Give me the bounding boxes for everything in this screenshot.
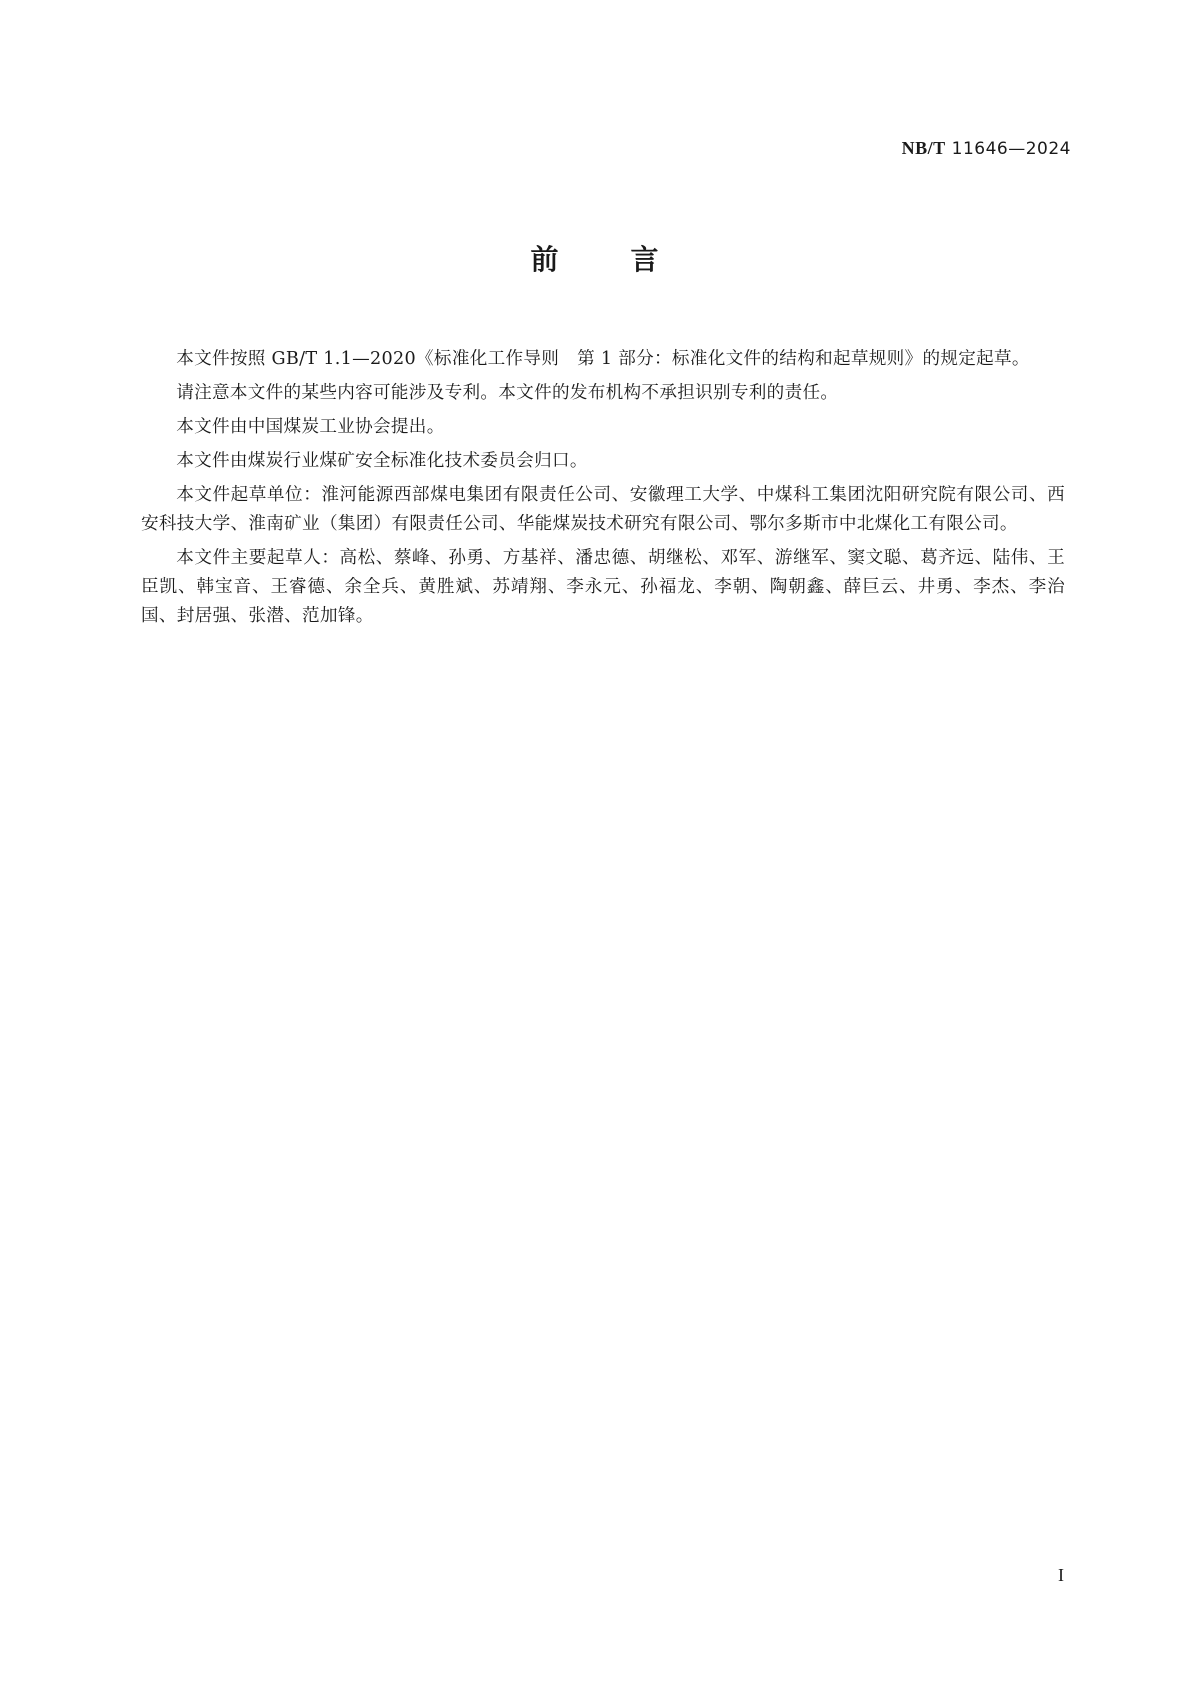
page-title [0,238,1191,278]
paragraph-drafting-rules: 本文件按照 GB/T 1.1—2020《标准化工作导则 第 1 部分：标准化文件的结构和起草规则》的规定起草。 [176,349,1030,369]
paragraph-proposed-by: 本文件由中国煤炭工业协会提出。 [176,417,445,437]
standard-number: 11646—2024 [951,139,1071,159]
page-title-char-2: 言 [630,243,661,276]
page-number: I [1058,1565,1064,1585]
paragraph-drafting-organizations: 本文件起草单位：淮河能源西部煤电集团有限责任公司、安徽理工大学、中煤科工集团沈阳研究院有限公司、西安科技大学、淮南矿业（集团）有限责任公司、华能煤炭技术研究有限公司、鄂尔多斯市中北煤化工有限公司。 [141,485,1065,534]
page-title-char-1: 前 [530,243,561,276]
paragraph-administered-by: 本文件由煤炭行业煤矿安全标准化技术委员会归口。 [176,451,588,471]
paragraph-patent-notice: 请注意本文件的某些内容可能涉及专利。本文件的发布机构不承担识别专利的责任。 [176,383,839,403]
paragraph-main-drafters: 本文件主要起草人：高松、蔡峰、孙勇、方基祥、潘忠德、胡继松、邓军、游继军、窦文聪、葛齐远、陆伟、王臣凯、韩宝音、王睿德、余全兵、黄胜斌、苏靖翔、李永元、孙福龙、李朝、陶朝鑫、薛巨云、井勇、李杰、李治国、封居强、张潜、范加锋。 [141,548,1065,626]
standard-code [902,138,1071,159]
standard-prefix: NB/T [901,138,946,158]
foreword-body [141,345,1065,636]
